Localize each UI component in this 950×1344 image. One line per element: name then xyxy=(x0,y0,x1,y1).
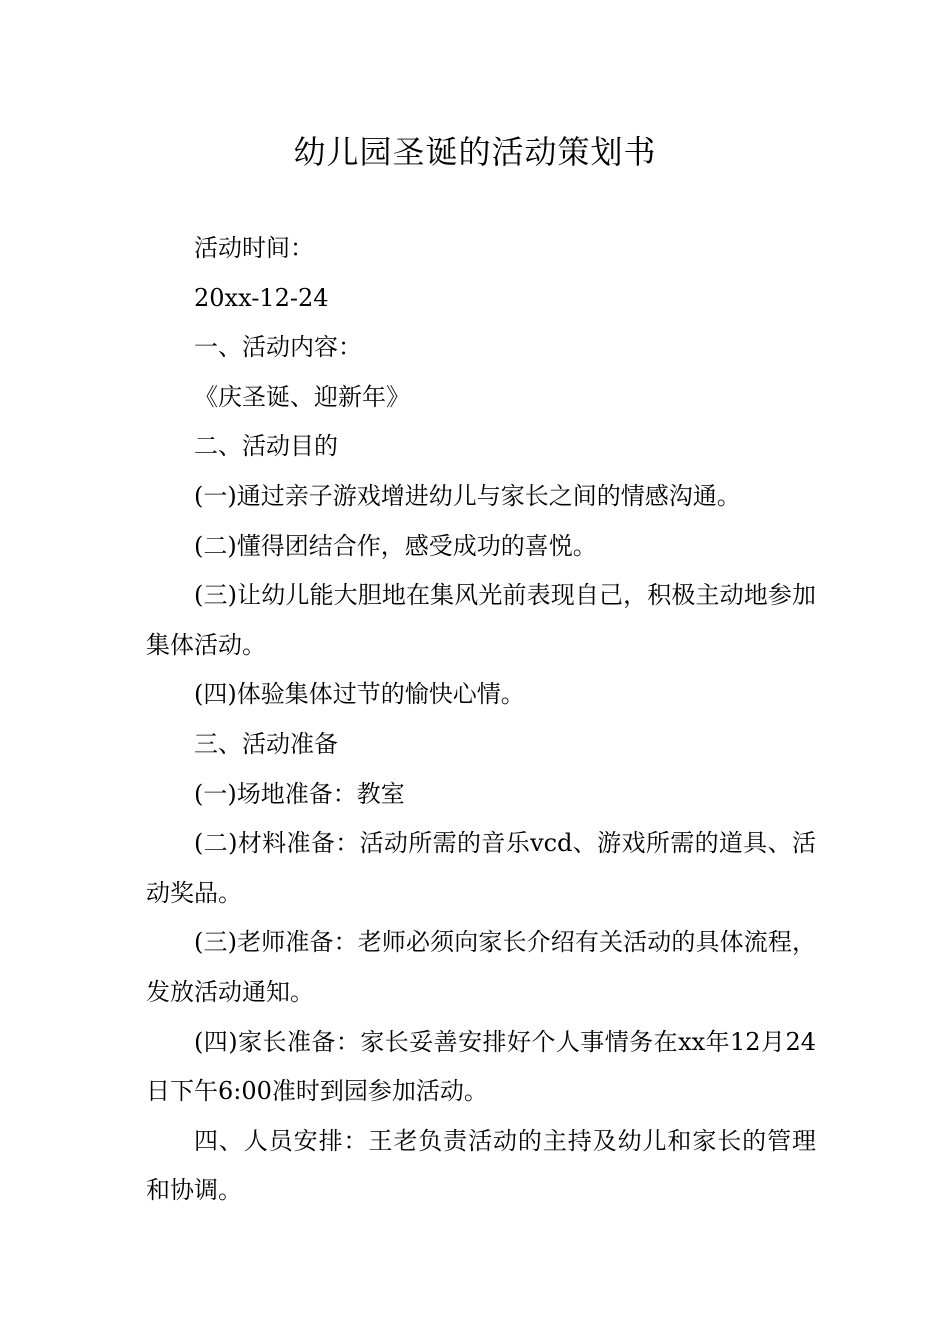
paragraph-prep-teachers: (三)老师准备：老师必须向家长介绍有关活动的具体流程，发放活动通知。 xyxy=(146,928,816,1006)
paragraph-prep-parents: (四)家长准备：家长妥善安排好个人事情务在xx年12月24日下午6:00准时到园参加活动。 xyxy=(146,1027,816,1106)
paragraph-activity-time-label: 活动时间： xyxy=(194,234,314,262)
paragraph-section-3-heading: 三、活动准备 xyxy=(194,729,338,758)
paragraph-goal-1: (一)通过亲子游戏增进幼儿与家长之间的情感沟通。 xyxy=(194,481,741,510)
paragraph-prep-venue: (一)场地准备：教室 xyxy=(194,779,405,808)
document-title: 幼儿园圣诞的活动策划书 xyxy=(293,133,657,171)
paragraph-activity-theme: 《庆圣诞、迎新年》 xyxy=(194,382,410,411)
paragraph-section-4-staffing: 四、人员安排：王老负责活动的主持及幼儿和家长的管理和协调。 xyxy=(146,1126,816,1205)
document-body xyxy=(146,224,816,1216)
paragraph-goal-3: (三)让幼儿能大胆地在集风光前表现自己，积极主动地参加集体活动。 xyxy=(146,581,816,659)
paragraph-goal-4: (四)体验集体过节的愉快心情。 xyxy=(194,680,525,709)
paragraph-prep-materials: (二)材料准备：活动所需的音乐vcd、游戏所需的道具、活动奖品。 xyxy=(146,829,816,907)
paragraph-section-2-heading: 二、活动目的 xyxy=(194,432,338,461)
paragraph-section-1-heading: 一、活动内容： xyxy=(194,333,362,362)
paragraph-activity-date: 20xx-12-24 xyxy=(194,283,329,312)
paragraph-goal-2: (二)懂得团结合作，感受成功的喜悦。 xyxy=(194,531,597,560)
